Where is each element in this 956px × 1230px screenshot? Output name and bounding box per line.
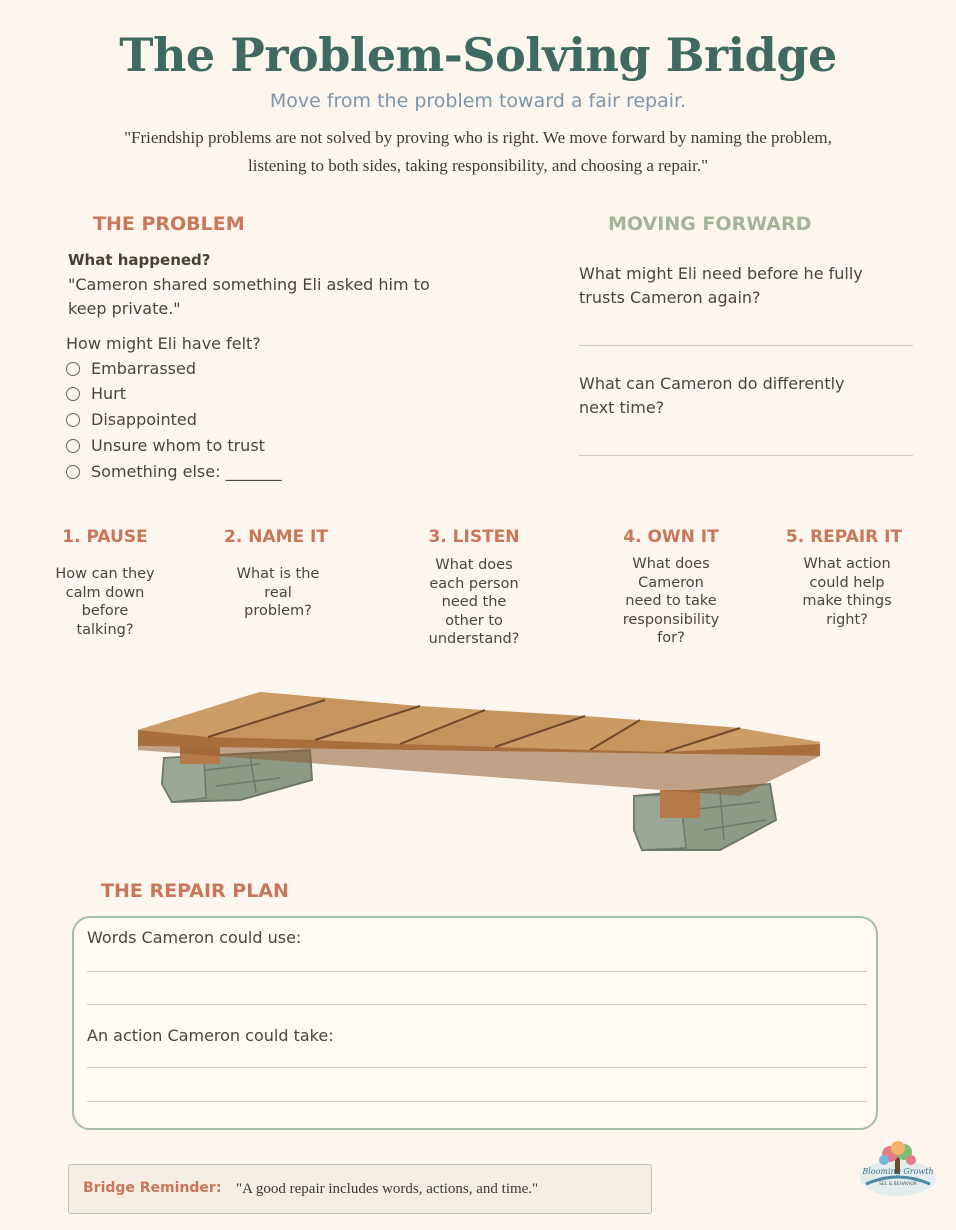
wooden-bridge-illustration: [120, 680, 840, 860]
step-question-line: What is the: [236, 566, 320, 582]
step-question-line: What action: [803, 556, 891, 572]
logo-tag: SEL & BEHAVIOR: [879, 1182, 917, 1187]
step-question-line: before: [81, 603, 129, 619]
repair-plan-heading: THE REPAIR PLAN: [101, 880, 289, 902]
reminder-label: Bridge Reminder:: [83, 1180, 222, 1196]
feeling-option[interactable]: [66, 384, 126, 403]
repair-plan-box: [72, 916, 878, 1130]
forward-question-line: trusts Cameron again?: [579, 288, 761, 307]
step-title: 5. REPAIR IT: [785, 527, 903, 547]
intro-quote-line: listening to both sides, taking responsibility, and choosing a repair.": [247, 156, 709, 175]
step-title: 2. NAME IT: [224, 527, 328, 547]
answer-line[interactable]: [87, 1101, 867, 1102]
step-question-line: could help: [809, 574, 885, 591]
step-question-line: What does: [435, 557, 513, 573]
feeling-option[interactable]: [66, 436, 265, 455]
step-question-line: each person: [429, 575, 519, 592]
forward-question-line: What can Cameron do differently: [579, 374, 845, 393]
step-title: 1. PAUSE: [62, 527, 148, 547]
reminder-text: "A good repair includes words, actions, and time.": [236, 1181, 539, 1197]
stone-support-right: [634, 784, 776, 850]
step-question-line: right?: [826, 611, 868, 628]
step-question-line: for?: [657, 630, 685, 646]
answer-line[interactable]: [87, 1004, 867, 1005]
step-question: [208, 565, 348, 621]
step-question-line: talking?: [76, 621, 134, 638]
feeling-option-label: Hurt: [91, 384, 127, 403]
step-question-line: make things: [802, 593, 892, 609]
logo-name: Blooming Growth: [862, 1167, 934, 1176]
felt-question: How might Eli have felt?: [66, 334, 261, 353]
step-title: 3. LISTEN: [428, 527, 520, 547]
bridge-reminder-box: [68, 1164, 652, 1214]
step-question: [601, 555, 741, 648]
step-question: [404, 556, 544, 649]
moving-forward-heading: MOVING FORWARD: [608, 213, 812, 235]
tree-logo-icon: [856, 1140, 940, 1202]
step-question-line: other to: [445, 612, 503, 629]
radio-circle-icon[interactable]: [66, 387, 80, 401]
feeling-option[interactable]: [66, 359, 196, 378]
feeling-option-label: Disappointed: [91, 410, 197, 429]
step-question-line: Cameron: [638, 574, 704, 591]
answer-line[interactable]: [579, 455, 913, 456]
page-title: The Problem-Solving Bridge: [119, 28, 837, 82]
step-question-line: need to take: [625, 593, 717, 609]
answer-line[interactable]: [87, 1067, 867, 1068]
forward-question: [579, 372, 899, 420]
step-question-line: problem?: [244, 603, 312, 619]
step-question-line: How can they: [55, 566, 155, 582]
radio-circle-icon[interactable]: [66, 439, 80, 453]
what-happened-line: "Cameron shared something Eli asked him to: [68, 275, 430, 294]
feeling-option[interactable]: [66, 462, 282, 481]
step-question-line: understand?: [428, 631, 520, 647]
forward-question-line: next time?: [579, 398, 665, 417]
what-happened-line: keep private.": [68, 299, 181, 318]
step-question-line: What does: [632, 556, 710, 572]
page-subtitle: Move from the problem toward a fair repair.: [269, 90, 687, 112]
feeling-option-label: Something else: _______: [91, 462, 282, 481]
feeling-option[interactable]: [66, 410, 197, 429]
radio-circle-icon[interactable]: [66, 362, 80, 376]
what-happened-label: What happened?: [68, 251, 211, 269]
intro-quote: [90, 124, 866, 180]
forward-question: [579, 262, 899, 310]
answer-line[interactable]: [87, 971, 867, 972]
step-title: 4. OWN IT: [623, 527, 719, 547]
radio-circle-icon[interactable]: [66, 465, 80, 479]
step-question: [35, 565, 175, 639]
feeling-option-label: Embarrassed: [91, 359, 197, 378]
step-question-line: real: [264, 584, 292, 601]
intro-quote-line: "Friendship problems are not solved by proving who is right. We move forward by naming the problem,: [124, 128, 832, 147]
what-happened-text: [68, 273, 468, 321]
forward-question-line: What might Eli need before he fully: [579, 264, 863, 283]
radio-circle-icon[interactable]: [66, 413, 80, 427]
step-question-line: calm down: [65, 584, 145, 601]
feeling-option-label: Unsure whom to trust: [91, 436, 265, 455]
support-beam: [660, 790, 700, 818]
step-question-line: need the: [441, 594, 507, 610]
problem-heading: THE PROBLEM: [93, 213, 245, 235]
step-question: [777, 555, 917, 629]
step-question-line: responsibility: [622, 611, 720, 628]
answer-line[interactable]: [579, 345, 913, 346]
action-label: An action Cameron could take:: [87, 1026, 334, 1045]
words-label: Words Cameron could use:: [87, 928, 302, 947]
